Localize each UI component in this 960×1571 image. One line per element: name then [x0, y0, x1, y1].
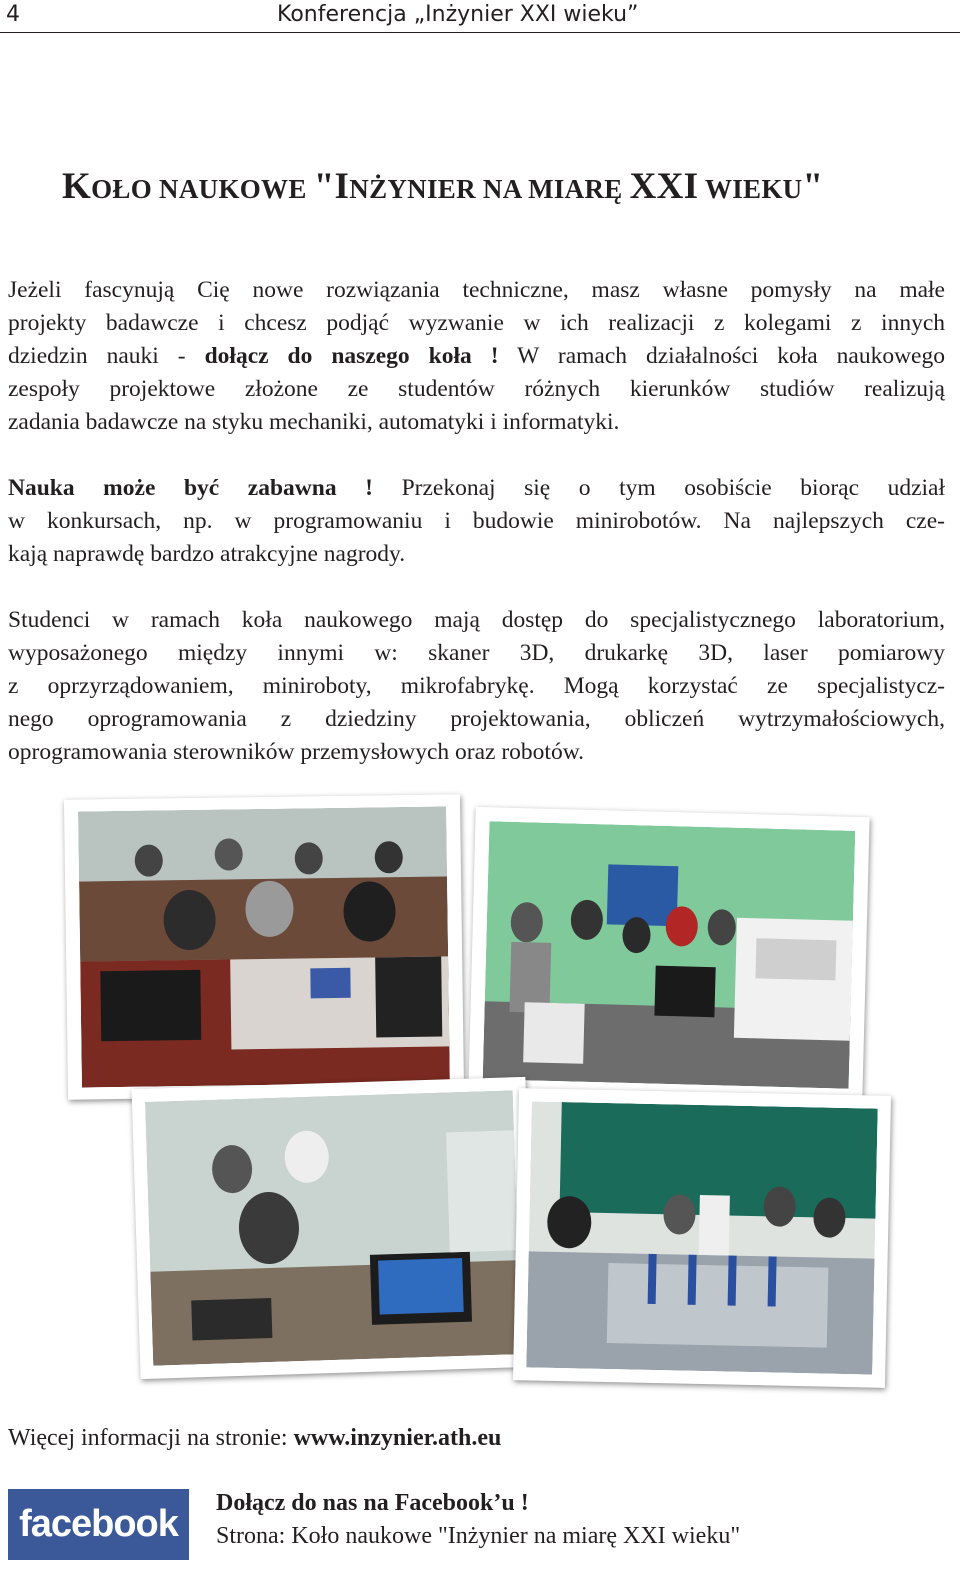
lab-photo-group-3d-printer	[468, 807, 869, 1103]
paragraph-fun: Nauka może być zabawna ! Przekonaj się o tym osobiście biorąc udział w konkursach, np. w programowaniu i budowie minirobotów. Na najlepszych cze- kają naprawdę bardzo atrakcyjne nagrody.	[8, 475, 945, 567]
facebook-logo[interactable]: facebook	[8, 1489, 189, 1560]
page-title: KOŁO NAUKOWE "INŻYNIER NA MIARĘ XXI WIEKU"	[62, 166, 824, 207]
facebook-page-name: Strona: Koło naukowe "Inżynier na miarę XXI wieku"	[216, 1523, 741, 1549]
website-link[interactable]: www.inzynier.ath.eu	[293, 1425, 502, 1451]
more-info: Więcej informacji na stronie: www.inzynier.ath.eu	[8, 1425, 502, 1451]
facebook-join-text: Dołącz do nas na Facebook’u !	[216, 1490, 529, 1516]
fun-callout: Nauka może być zabawna !	[8, 475, 373, 501]
paragraph-lab: Studenci w ramach koła naukowego mają dostęp do specjalistycznego laboratorium, wyposażonego między innymi w: skaner 3D, drukarkę 3D, laser pomiarowy z oprzyrządowaniem, miniroboty, mikrofabrykę. Mogą korzystać ze specjalistycz- nego oprogramowania z dziedziny projektowania, obliczeń wytrzymałościowych, oprogramowania sterowników przemysłowych oraz robotów.	[8, 607, 945, 765]
join-callout: dołącz do naszego koła !	[204, 343, 499, 369]
paragraph-intro: Jeżeli fascynują Cię nowe rozwiązania techniczne, masz własne pomysły na małe projekty badawcze i chcesz podjąć wyzwanie w ich realizacji z kolegami z innych dziedzin nauki - dołącz do naszego koła ! W ramach działalności koła naukowego zespoły projektowe złożone ze studentów różnych kierunków studiów realizują zadania badawcze na styku mechaniki, automatyki i informatyki.	[8, 277, 945, 435]
page-number: 4	[6, 2, 20, 27]
running-title: Konferencja „Inżynier XXI wieku”	[277, 2, 639, 27]
lab-photo-microfactory	[513, 1088, 891, 1388]
page-header	[0, 0, 960, 33]
lab-photo-laptop-work	[132, 1077, 535, 1379]
lab-photo-students-robots	[64, 794, 464, 1099]
